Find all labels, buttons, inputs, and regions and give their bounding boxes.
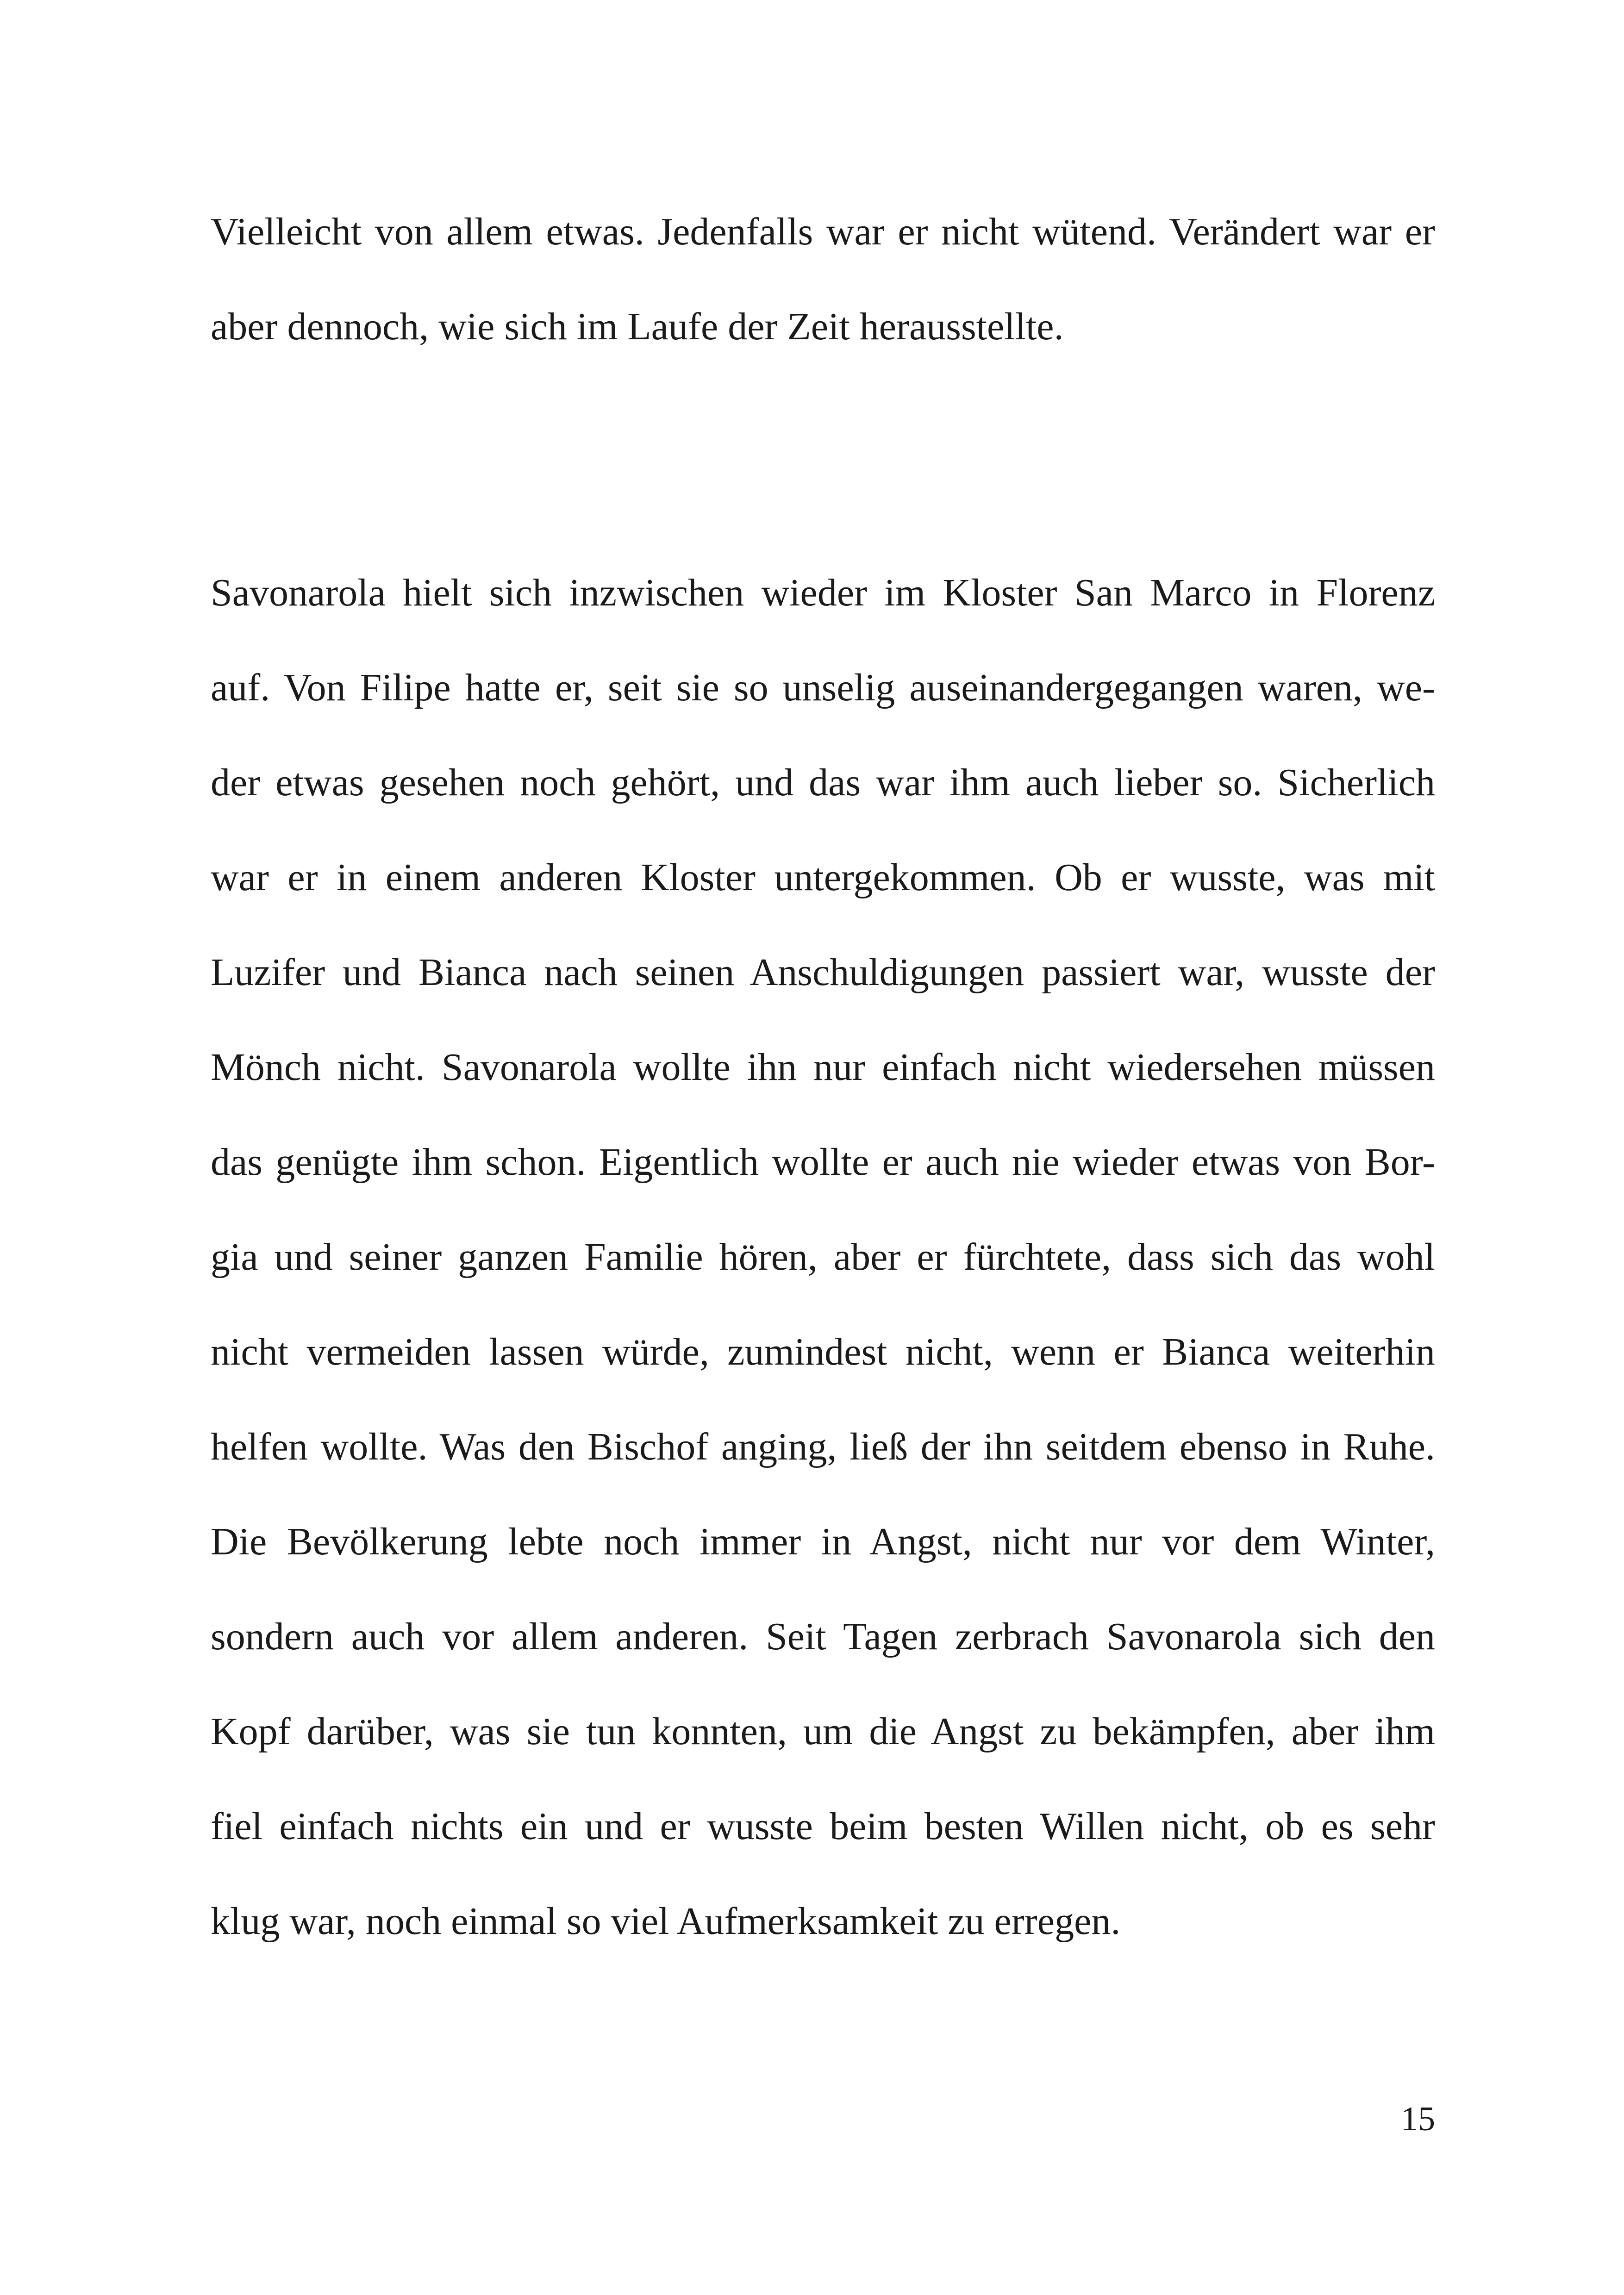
text-line: nicht vermeiden lassen würde, zumindest nicht, wenn er Bianca weiterhin: [211, 1330, 1435, 1373]
text-line: Die Bevölkerung lebte noch immer in Angst, nicht nur vor dem Winter,: [211, 1520, 1435, 1563]
text-line: das genügte ihm schon. Eigentlich wollte er auch nie wieder etwas von Bor-: [211, 1141, 1435, 1184]
text-line: gia und seiner ganzen Familie hören, aber er fürchtete, dass sich das wohl: [211, 1235, 1435, 1278]
paragraph-1: [211, 184, 1435, 374]
text-line: fiel einfach nichts ein und er wusste beim besten Willen nicht, ob es sehr: [211, 1805, 1435, 1848]
text-line: sondern auch vor allem anderen. Seit Tagen zerbrach Savonarola sich den: [211, 1615, 1435, 1658]
text-line: Vielleicht von allem etwas. Jedenfalls war er nicht wütend. Verändert war er: [211, 210, 1435, 253]
page-number: 15: [1401, 2100, 1435, 2138]
text-line: Luzifer und Bianca nach seinen Anschuldigungen passiert war, wusste der: [211, 951, 1435, 994]
text-line: Savonarola hielt sich inzwischen wieder im Kloster San Marco in Florenz: [211, 571, 1435, 614]
text-line: der etwas gesehen noch gehört, und das war ihm auch lieber so. Sicherlich: [211, 761, 1435, 804]
text-line: Mönch nicht. Savonarola wollte ihn nur einfach nicht wiedersehen müssen: [211, 1046, 1435, 1089]
text-line: helfen wollte. Was den Bischof anging, ließ der ihn seitdem ebenso in Ruhe.: [211, 1425, 1435, 1468]
text-line: klug war, noch einmal so viel Aufmerksamkeit zu erregen.: [211, 1900, 1121, 1943]
text-line: Kopf darüber, was sie tun konnten, um die Angst zu bekämpfen, aber ihm: [211, 1710, 1435, 1753]
text-line: auf. Von Filipe hatte er, seit sie so unselig auseinandergegangen waren, we-: [211, 666, 1435, 709]
text-line: war er in einem anderen Kloster untergekommen. Ob er wusste, was mit: [211, 856, 1435, 899]
paragraph-2: [211, 545, 1435, 1969]
text-line: aber dennoch, wie sich im Laufe der Zeit herausstellte.: [211, 305, 1064, 348]
